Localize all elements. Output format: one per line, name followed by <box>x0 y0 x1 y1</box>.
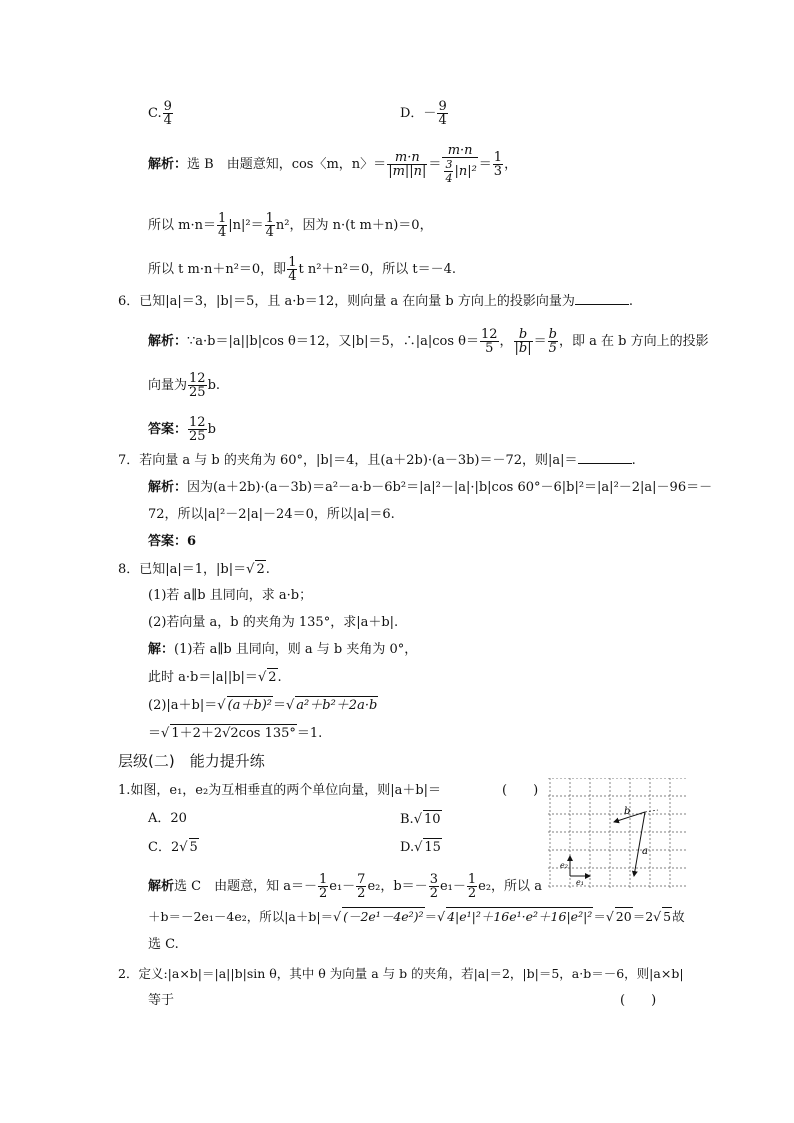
label-e2: e₂ <box>560 861 568 870</box>
q7-answer: 答案：6 <box>148 534 197 549</box>
p1-option-d: D.√ 15 <box>400 840 441 855</box>
p1-solution-line1: 解析选 C 由题意，知 a＝－ $\frac{1}{2}$ e₁－ $\frac{7}{2}$ e₂，b＝－ $\frac{3}{2}$ e₁－ $\frac{1}{2}$ e₂，所以 a <box>148 872 542 901</box>
q6-solution-line1: 解析：∵a·b＝|a||b|cos θ＝12，又|b|＝5，∴|a|cos θ＝ $\frac{12}{5}$ ， $\frac{b}{|b|}$ ＝ $\frac{b}{5}$ ，即 a 在 b 方向上的投影 <box>148 327 709 356</box>
q7-stem: 7．若向量 a 与 b 的夹角为 60°，|b|＝4，且(a＋2b)·(a－3b)＝－72，则|a|＝ . <box>118 453 636 468</box>
q8-part2: (2)若向量 a，b 的夹角为 135°，求|a＋b|. <box>148 615 399 630</box>
q7-solution-line1: 解析：因为(a＋2b)·(a－3b)＝a²－a·b－6b²＝|a|²－|a|·|b|cos 60°－6|b|²＝|a|²－2|a|－96＝－ <box>148 480 713 495</box>
q5-solution-line1: 解析：选 B 由题意知，cos〈m，n〉＝ $\frac{m\cdot n}{|m||n|}$ ＝ m·n $\frac{3}{4}$ |n|² ＝ $\frac{1}{3}$ ， <box>148 143 518 185</box>
option-d: D．－ $\frac{9}{4}$ <box>400 99 447 128</box>
answer-blank <box>575 292 629 305</box>
answer-blank <box>578 451 632 464</box>
q5-solution-line3: 所以 t m·n＋n²＝0，即 $\frac{1}{4}$ t n²＋n²＝0，所以 t＝－4. <box>148 255 457 284</box>
p1-option-b: B.√ 10 <box>400 812 441 827</box>
q8-solution-line2: 此时 a·b＝|a||b|＝√ 2. <box>148 670 282 685</box>
p1-option-c: C．2√ 5 <box>148 840 198 855</box>
p1-option-a: A．20 <box>148 811 187 826</box>
q6-answer: 答案： $\frac{12}{25}$ b <box>148 415 216 444</box>
q8-solution-line1: 解：(1)若 a∥b 且同向，则 a 与 b 夹角为 0°， <box>148 642 418 657</box>
p1-solution-line3: 选 C. <box>148 937 179 952</box>
option-c: C. $\frac{9}{4}$ <box>148 99 172 128</box>
q6-stem: 6．已知|a|＝3，|b|＝5，且 a·b＝12，则向量 a 在向量 b 方向上的投影向量为 . <box>118 294 634 309</box>
vector-a <box>634 812 645 876</box>
q5-solution-line2: 所以 m·n＝ $\frac{1}{4}$ |n|²＝ $\frac{1}{4}$ n²，因为 n·(t m＋n)＝0， <box>148 211 433 240</box>
label-a: a <box>642 846 648 857</box>
p2-stem-line2: 等于 <box>148 993 175 1008</box>
p1-answer-paren: ( ) <box>502 783 539 798</box>
q8-stem: 8．已知|a|＝1，|b|＝√ 2. <box>118 562 270 577</box>
helper-line <box>645 810 658 812</box>
p2-answer-paren: ( ) <box>620 993 657 1008</box>
section-heading: 层级(二) 能力提升练 <box>118 752 265 770</box>
label-b: b <box>624 806 631 817</box>
grid-lines <box>548 778 688 888</box>
q6-solution-line2: 向量为 $\frac{12}{25}$ b. <box>148 371 221 400</box>
q8-part1: (1)若 a∥b 且同向，求 a·b； <box>148 588 313 603</box>
p1-solution-line2: ＋b＝－2e₁－4e₂，所以|a＋b|＝√ (－2e¹－4e²)²＝√ 4|e¹|²＋16e¹·e²＋16|e²|²＝√ 20＝2√ 5故 <box>148 909 685 924</box>
q7-solution-line2: 72，所以|a|²－2|a|－24＝0，所以|a|＝6. <box>148 507 395 522</box>
vector-grid-figure <box>548 778 688 888</box>
p2-stem: 2．定义:|a×b|＝|a||b|sin θ，其中 θ 为向量 a 与 b 的夹角，若|a|＝2，|b|＝5，a·b＝－6，则|a×b| <box>118 966 684 981</box>
p1-stem: 1.如图，e₁，e₂为互相垂直的两个单位向量，则|a＋b|＝ <box>118 783 442 798</box>
q8-solution-line3: (2)|a＋b|＝√ (a＋b)²＝√ a²＋b²＋2a·b <box>148 698 378 713</box>
label-e1: e₁ <box>576 878 584 887</box>
q8-solution-line4: ＝√ 1＋2＋2√2cos 135°＝1. <box>148 726 323 741</box>
